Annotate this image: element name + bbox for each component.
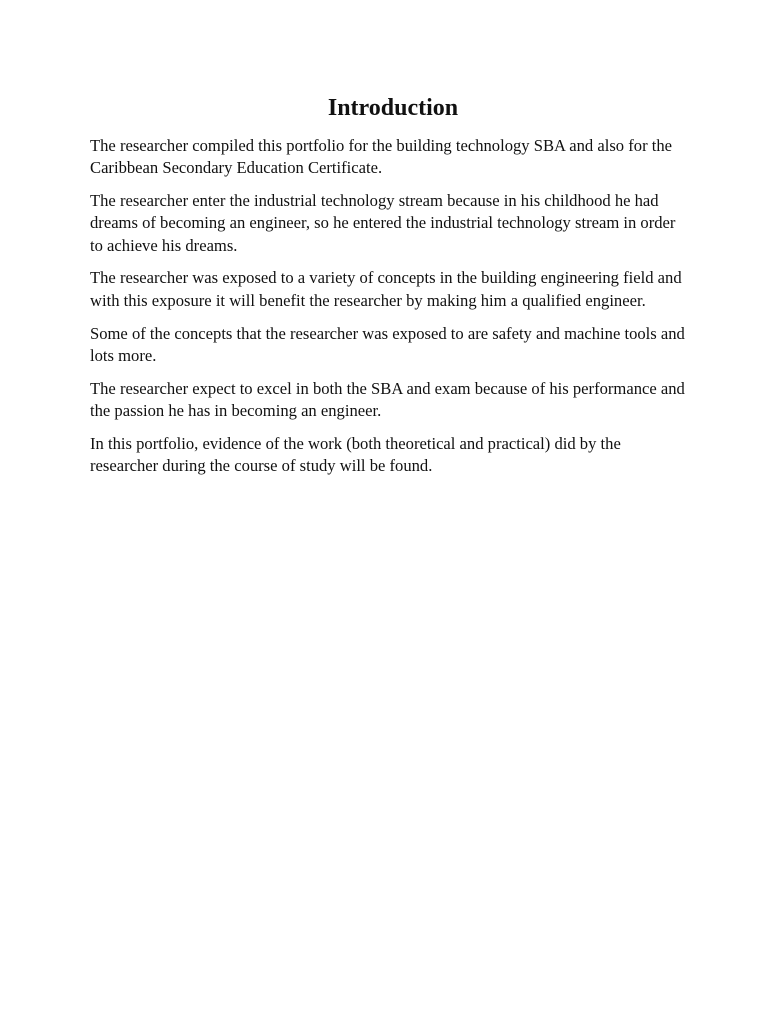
paragraph-3: The researcher was exposed to a variety of concepts in the building engineering field and with this exposure it will benefit the researcher by making him a qualified engineer. bbox=[90, 268, 682, 310]
document-body bbox=[90, 94, 690, 488]
page-title: Introduction bbox=[327, 95, 459, 121]
paragraph-6: In this portfolio, evidence of the work (both theoretical and practical) did by the researcher during the course of study will be found. bbox=[90, 433, 621, 476]
paragraph-4: Some of the concepts that the researcher was exposed to are safety and machine tools and lots more. bbox=[90, 323, 685, 365]
paragraph-5: The researcher expect to excel in both the SBA and exam because of his performance and the passion he has in becoming an engineer. bbox=[90, 378, 685, 420]
paragraph-2: The researcher enter the industrial technology stream because in his childhood he had dreams of becoming an engineer, so he entered the industrial technology stream in order to achieve his dreams. bbox=[90, 191, 676, 255]
paragraph-1: The researcher compiled this portfolio for the building technology SBA and also for the Caribbean Secondary Education Certificate. bbox=[90, 136, 673, 178]
